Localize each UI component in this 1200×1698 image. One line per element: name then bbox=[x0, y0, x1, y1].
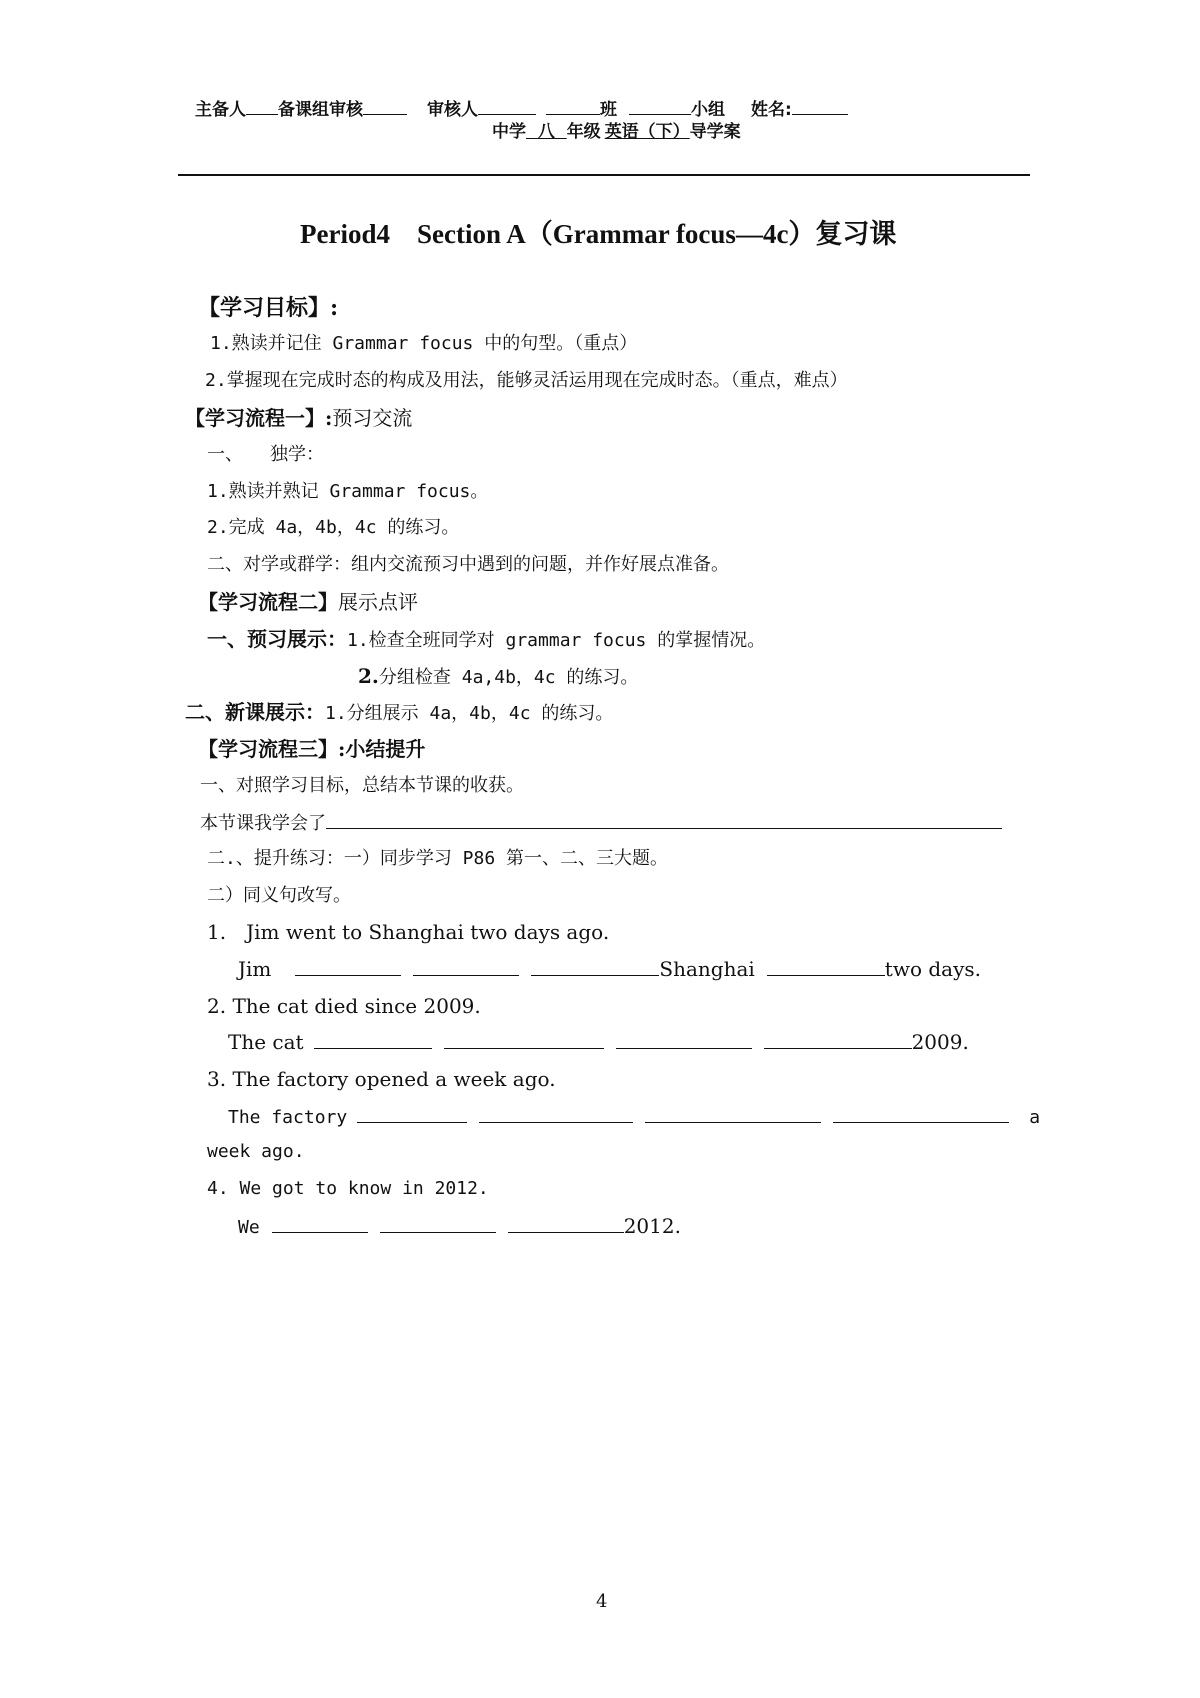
exercise-q1-c: two days. bbox=[884, 957, 981, 981]
q4-blank-3[interactable] bbox=[508, 1214, 624, 1233]
learned-answer-blank[interactable] bbox=[326, 810, 1002, 829]
exercise-q3-b: a bbox=[1029, 1107, 1041, 1128]
process1-heading-row bbox=[185, 406, 412, 430]
process1-sub1-item1: 1.熟读并熟记 Grammar focus。 bbox=[207, 481, 489, 502]
header-name-blank bbox=[792, 96, 848, 115]
exercise-q2-a: The cat bbox=[228, 1030, 304, 1054]
process3-heading: 【学习流程三】: bbox=[198, 737, 346, 761]
process2-preview-item2: 分组检查 4a,4b，4c 的练习。 bbox=[378, 667, 639, 688]
header-divider bbox=[178, 174, 1030, 176]
header-beike-label: 备课组审核 bbox=[278, 100, 363, 120]
exercise-q4: 4. We got to know in 2012. bbox=[207, 1178, 489, 1199]
process3-sub1: 一、对照学习目标，总结本节课的收获。 bbox=[200, 775, 524, 796]
exercise-q3-a: The factory bbox=[228, 1107, 348, 1128]
process3-heading-row bbox=[198, 737, 425, 761]
header-zhubei-label: 主备人 bbox=[195, 100, 246, 120]
q1-blank-4[interactable] bbox=[767, 957, 885, 976]
q2-blank-3[interactable] bbox=[616, 1030, 752, 1049]
process2-new-item1: 1.分组展示 4a，4b，4c 的练习。 bbox=[325, 703, 614, 724]
goals-item-2: 2.掌握现在完成时态的构成及用法，能够灵活运用现在完成时态。（重点，难点） bbox=[205, 370, 848, 391]
process1-heading-text: 预习交流 bbox=[332, 406, 413, 430]
exercise-q3: 3. The factory opened a week ago. bbox=[207, 1067, 556, 1091]
process3-learned-label: 本节课我学会了 bbox=[200, 813, 326, 834]
exercise-q1: 1. Jim went to Shanghai two days ago. bbox=[207, 920, 610, 944]
process1-sub2: 二、对学或群学：组内交流预习中遇到的问题，并作好展点准备。 bbox=[207, 554, 729, 575]
process2-new-label: 二、新课展示： bbox=[185, 700, 325, 724]
q4-blank-1[interactable] bbox=[272, 1214, 368, 1233]
exercise-q2-b: 2009. bbox=[911, 1030, 969, 1054]
process2-new-row bbox=[185, 700, 613, 726]
header-group-blank bbox=[629, 96, 691, 115]
header-grade: 八 bbox=[537, 122, 555, 142]
process1-sub1-item2: 2.完成 4a，4b，4c 的练习。 bbox=[207, 517, 460, 538]
process2-heading-text: 展示点评 bbox=[338, 590, 418, 614]
header-course-line bbox=[492, 120, 741, 144]
header-ban-label: 班 bbox=[600, 100, 617, 120]
process2-heading: 【学习流程二】 bbox=[198, 590, 338, 614]
header-shenhe-blank bbox=[478, 96, 536, 115]
process3-learned-row bbox=[200, 810, 1002, 836]
process1-heading: 【学习流程一】: bbox=[185, 406, 333, 430]
process2-heading-row bbox=[198, 590, 418, 614]
goals-item-1: 1.熟读并记住 Grammar focus 中的句型。（重点） bbox=[210, 333, 638, 354]
goals-heading: 【学习目标】: bbox=[198, 295, 339, 321]
process2-preview-item2-row bbox=[358, 664, 638, 690]
q1-blank-1[interactable] bbox=[295, 957, 401, 976]
exercise-q3-answer bbox=[228, 1104, 1040, 1130]
q2-blank-2[interactable] bbox=[444, 1030, 604, 1049]
q3-blank-3[interactable] bbox=[645, 1104, 821, 1123]
process3-heading-text: 小结提升 bbox=[345, 737, 426, 761]
header-zhongxue: 中学 bbox=[492, 122, 526, 142]
q1-blank-2[interactable] bbox=[413, 957, 519, 976]
process2-preview-row bbox=[207, 627, 765, 653]
exercise-q3-c: week ago. bbox=[207, 1141, 305, 1162]
process1-sub1: 一、 独学： bbox=[207, 444, 324, 465]
process2-preview-item1: 1.检查全班同学对 grammar focus 的掌握情况。 bbox=[347, 630, 766, 651]
header-xingming-label: 姓名: bbox=[751, 100, 792, 120]
header-nianji: 年级 bbox=[566, 122, 601, 142]
q2-blank-4[interactable] bbox=[764, 1030, 912, 1049]
process2-preview-item2-num: 2. bbox=[358, 664, 379, 688]
q3-blank-1[interactable] bbox=[357, 1104, 467, 1123]
header-shenhe-label: 审核人 bbox=[427, 100, 478, 120]
q1-blank-3[interactable] bbox=[531, 957, 659, 976]
process3-sub2: 二.、提升练习：一）同步学习 P86 第一、二、三大题。 bbox=[207, 848, 669, 869]
q2-blank-1[interactable] bbox=[314, 1030, 432, 1049]
page-title: Period4 Section A（Grammar focus—4c）复习课 bbox=[300, 219, 897, 249]
exercise-q4-b: 2012. bbox=[623, 1214, 681, 1238]
header-subject: 英语（下） bbox=[604, 122, 690, 142]
header-info-line bbox=[195, 96, 848, 122]
exercise-q1-a: Jim bbox=[238, 957, 272, 981]
header-zhubei-blank bbox=[246, 96, 278, 115]
page-number: 4 bbox=[596, 1591, 608, 1612]
exercise-q4-answer bbox=[238, 1214, 681, 1240]
exercise-q2: 2. The cat died since 2009. bbox=[207, 994, 481, 1018]
exercise-q4-a: We bbox=[238, 1217, 260, 1238]
header-xiaozu-label: 小组 bbox=[691, 100, 725, 120]
header-beike-blank bbox=[363, 96, 407, 115]
header-daoxuean: 导学案 bbox=[689, 122, 741, 142]
header-class-blank bbox=[546, 96, 600, 115]
exercise-q1-b: Shanghai bbox=[659, 957, 755, 981]
process2-preview-label: 一、预习展示： bbox=[207, 627, 347, 651]
q4-blank-2[interactable] bbox=[380, 1214, 496, 1233]
q3-blank-2[interactable] bbox=[479, 1104, 633, 1123]
q3-blank-4[interactable] bbox=[833, 1104, 1009, 1123]
exercise-q1-answer bbox=[238, 957, 981, 981]
process3-sub3: 二）同义句改写。 bbox=[207, 885, 351, 906]
exercise-q2-answer bbox=[228, 1030, 969, 1054]
